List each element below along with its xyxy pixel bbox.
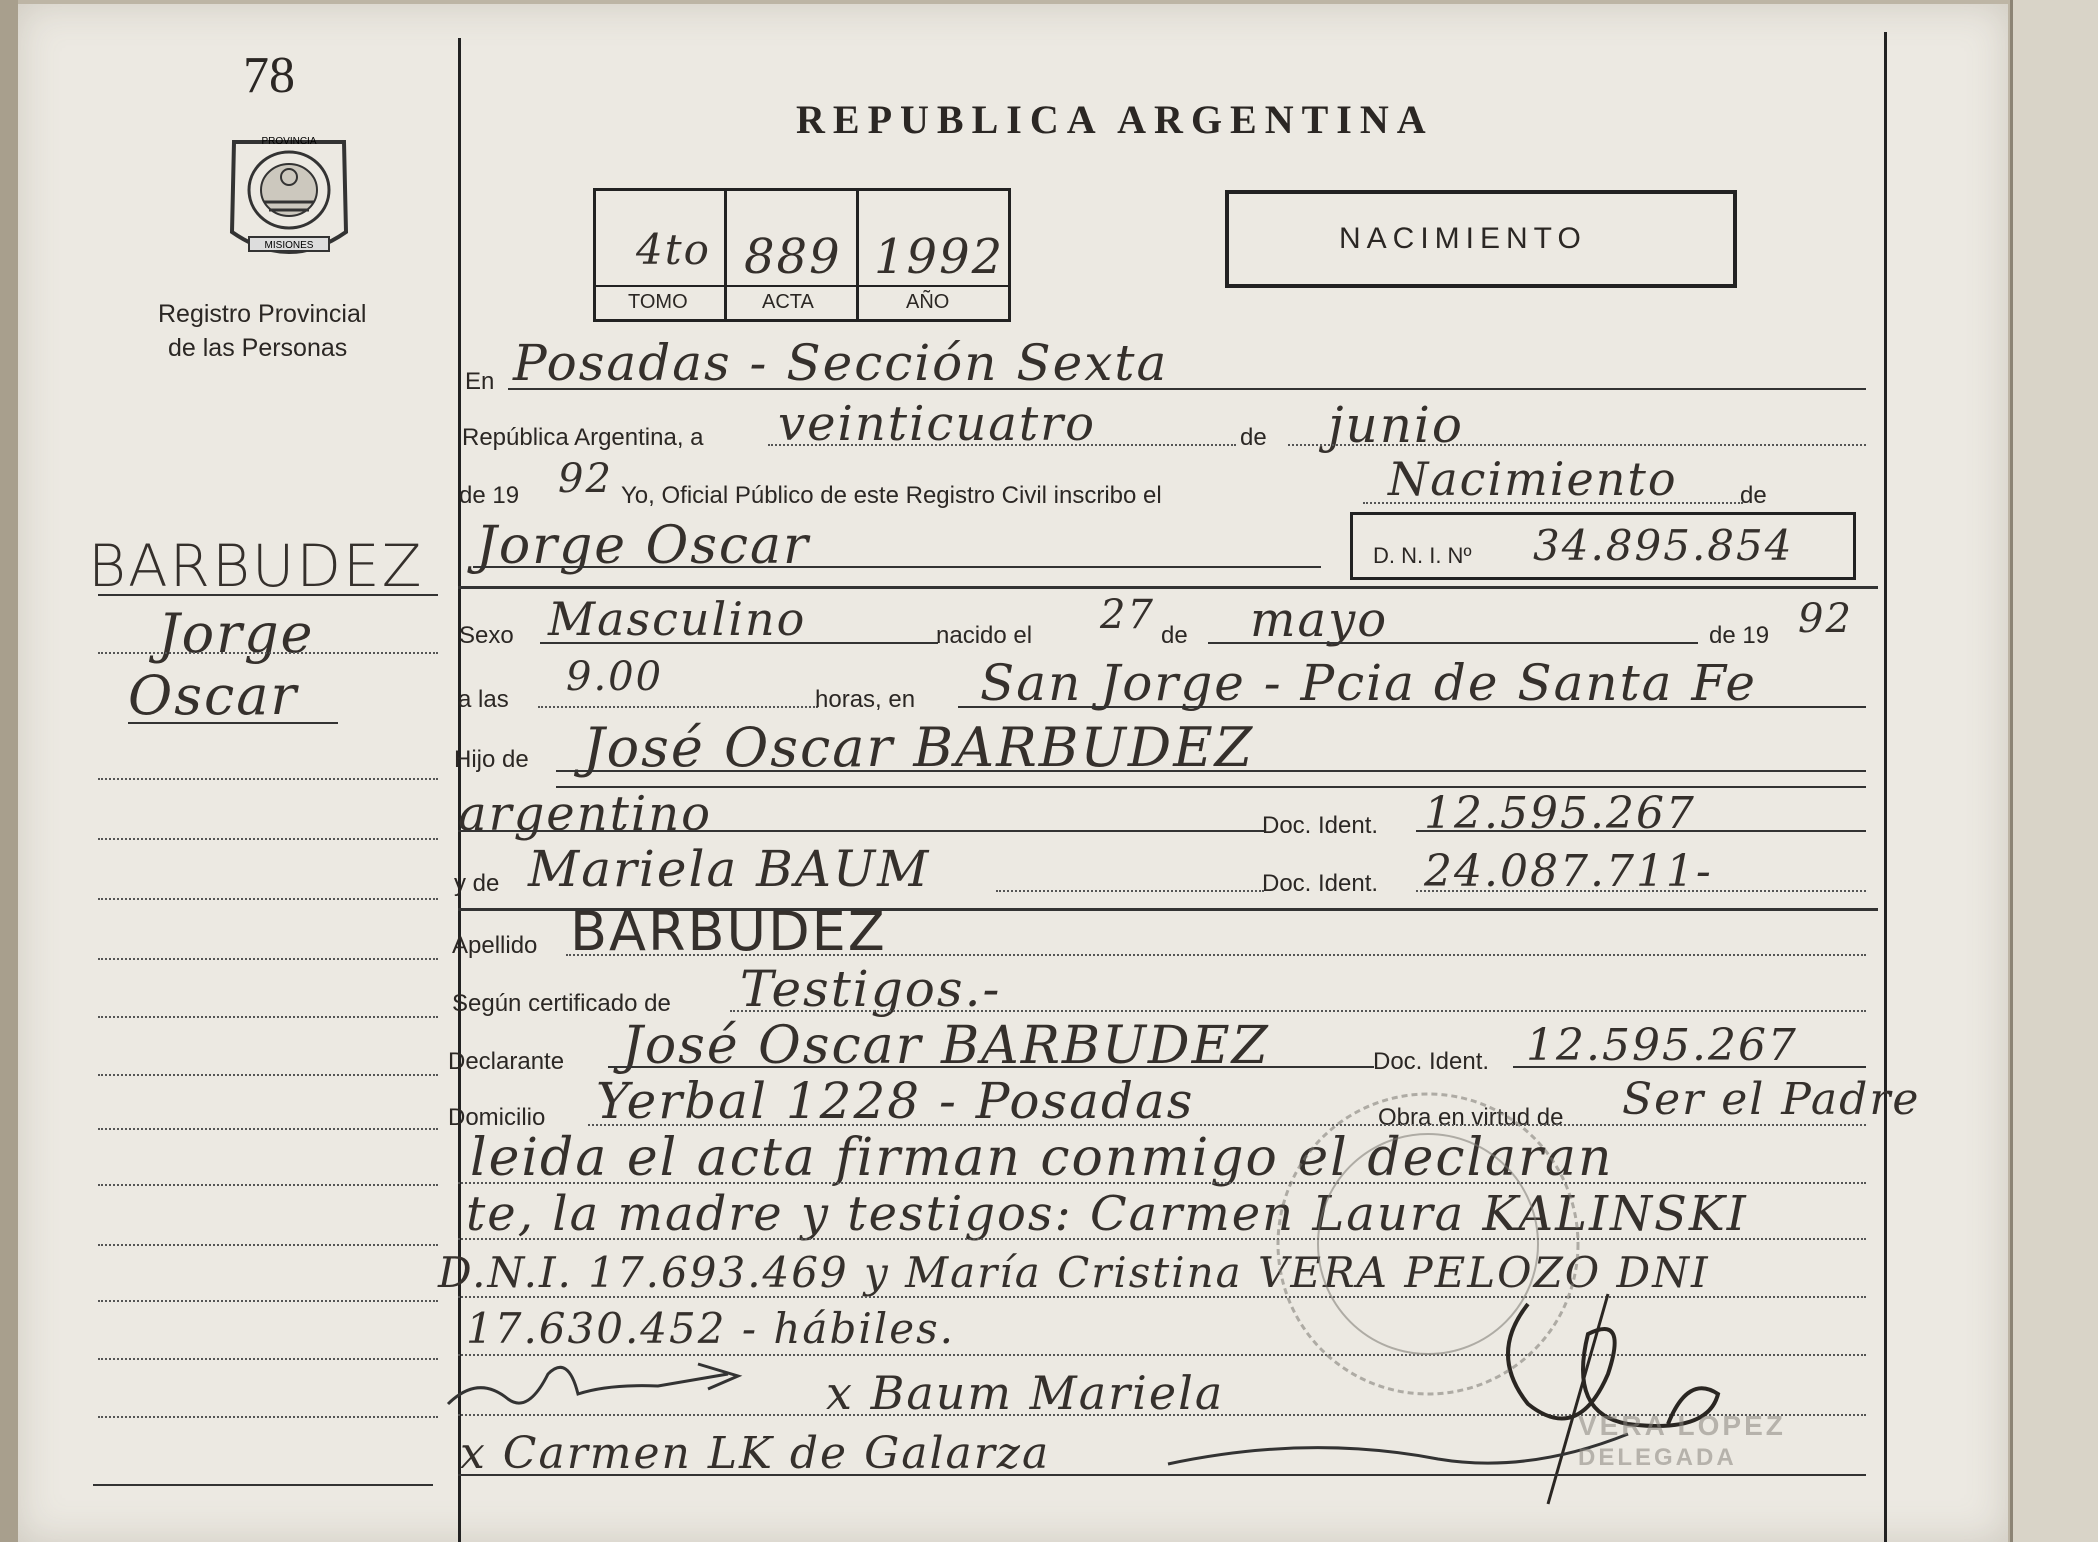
padre-doc-value: 12.595.267 <box>1424 788 1696 839</box>
sexo-value: Masculino <box>548 592 807 646</box>
label-de-nac: de <box>1161 622 1188 649</box>
padre-value: José Oscar BARBUDEZ <box>583 716 1255 779</box>
label-yde: y de <box>454 870 500 897</box>
folio-number: 78 <box>243 47 295 104</box>
country-title: REPUBLICA ARGENTINA <box>796 97 1434 142</box>
tomo-label: TOMO <box>628 291 688 313</box>
label-declarante: Declarante <box>448 1048 565 1075</box>
label-horas: horas, en <box>815 686 916 713</box>
label-de-mes: de <box>1240 424 1267 451</box>
lugar-value: Posadas - Sección Sexta <box>513 334 1169 392</box>
madre-doc-value: 24.087.711- <box>1424 846 1713 897</box>
agency-line2: de las Personas <box>168 334 348 362</box>
label-docident-madre: Doc. Ident. <box>1262 870 1379 897</box>
label-en: En <box>465 368 495 395</box>
register-page <box>18 4 2008 1542</box>
label-de19b: de 19 <box>1709 622 1770 649</box>
stamp-name: VERA LOPEZ <box>1578 1410 1786 1441</box>
anio-corto-value: 92 <box>558 456 613 502</box>
dni-value: 34.895.854 <box>1533 521 1794 570</box>
record-type-label: NACIMIENTO <box>1339 222 1587 255</box>
label-republica: República Argentina, a <box>462 424 704 451</box>
apellido-value: BARBUDEZ <box>570 900 887 963</box>
lugar-nac-value: San Jorge - Pcia de Santa Fe <box>980 654 1757 712</box>
anio-nac-value: 92 <box>1798 596 1853 642</box>
label-de-end: de <box>1740 482 1767 509</box>
agency-line1: Registro Provincial <box>158 300 367 328</box>
domicilio-value: Yerbal 1228 - Posadas <box>596 1072 1195 1130</box>
label-yo: Yo, Oficial Público de este Registro Civil inscribo el <box>621 482 1162 509</box>
book-spine <box>0 0 18 1542</box>
label-obra: Obra en virtud de <box>1378 1104 1564 1131</box>
label-de19: de 19 <box>459 482 520 509</box>
stamp-title: DELEGADA <box>1578 1444 1737 1471</box>
seal-bottom-text: MISIONES <box>264 240 314 251</box>
anio-value: 1992 <box>874 229 1005 285</box>
label-dni: D. N. I. Nº <box>1373 543 1472 568</box>
seal-top-text: PROVINCIA <box>261 136 317 147</box>
label-hijo: Hijo de <box>454 746 529 773</box>
label-segun: Según certificado de <box>452 990 671 1017</box>
tomo-value: 4to <box>636 225 711 274</box>
province-seal-icon <box>214 122 364 272</box>
label-docident-padre: Doc. Ident. <box>1262 812 1379 839</box>
official-stamp-icon <box>1268 1084 1588 1404</box>
obs-line4: 17.630.452 - hábiles. <box>466 1304 955 1353</box>
hora-value: 9.00 <box>566 654 664 700</box>
mes-value: mayo <box>1250 592 1389 648</box>
label-docident-declarante: Doc. Ident. <box>1373 1048 1490 1075</box>
page-right-rule <box>1884 32 1887 1542</box>
acto-value: Nacimiento <box>1388 452 1678 506</box>
margin-surname: BARBUDEZ <box>88 532 424 600</box>
acta-value: 889 <box>744 229 842 285</box>
obs-line2: te, la madre y testigos: Carmen Laura KALINSKI <box>466 1186 1748 1242</box>
margin-name2: Oscar <box>128 664 299 727</box>
certificado-value: Testigos.- <box>740 960 1002 1018</box>
margin-name1: Jorge <box>158 602 315 665</box>
label-apellido: Apellido <box>452 932 538 959</box>
dni-box <box>1350 512 1856 580</box>
nombre-value: Jorge Oscar <box>476 516 810 576</box>
testigo-signature: x Carmen LK de Galarza <box>460 1428 1051 1479</box>
record-number-box <box>593 188 1011 322</box>
declarante-signature-icon <box>438 1344 818 1424</box>
label-nacido: nacido el <box>936 622 1033 649</box>
obs-line1: leida el acta firman conmigo el declaran <box>470 1128 1614 1188</box>
record-type-box <box>1225 190 1737 288</box>
label-domicilio: Domicilio <box>448 1104 546 1131</box>
obs-line3: D.N.I. 17.693.469 y María Cristina VERA PELOZO DNI <box>438 1248 1710 1297</box>
anio-label: AÑO <box>906 291 950 313</box>
acta-label: ACTA <box>762 291 814 313</box>
declarante-value: José Oscar BARBUDEZ <box>622 1016 1270 1076</box>
mes-texto-value: junio <box>1328 396 1465 454</box>
virtud-value: Ser el Padre <box>1622 1074 1921 1125</box>
declarante-doc-value: 12.595.267 <box>1526 1020 1798 1071</box>
label-alas: a las <box>458 686 509 713</box>
label-sexo: Sexo <box>459 622 514 649</box>
nacionalidad-value: argentino <box>458 786 713 842</box>
dia-value: 27 <box>1100 592 1155 638</box>
dia-texto-value: veinticuatro <box>778 396 1096 452</box>
madre-signature: x Baum Mariela <box>826 1366 1225 1420</box>
madre-value: Mariela BAUM <box>528 840 931 898</box>
facing-page-edge <box>2010 0 2098 1542</box>
